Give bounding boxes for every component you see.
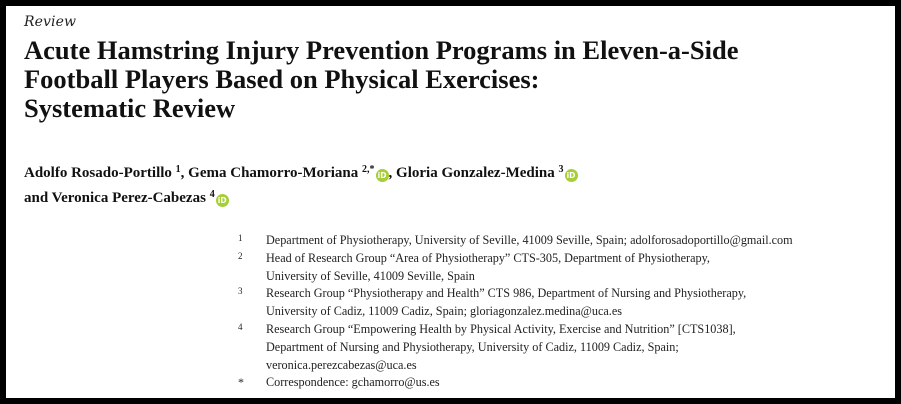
title-line: Acute Hamstring Injury Prevention Programs in Eleven-a-Side <box>24 35 739 65</box>
affiliation-list <box>234 232 884 392</box>
affiliation-text: Head of Research Group “Area of Physiotherapy” CTS-305, Department of Physiotherapy, <box>266 250 710 265</box>
affiliation-text: veronica.perezcabezas@uca.es <box>266 357 417 372</box>
article-title <box>24 36 884 123</box>
title-line: Football Players Based on Physical Exercises: <box>24 64 540 94</box>
orcid-icon[interactable]: iD <box>376 169 389 182</box>
author-line <box>24 159 884 184</box>
title-line: Systematic Review <box>24 93 236 123</box>
affiliation-text: University of Seville, 41009 Seville, Spain <box>266 268 475 283</box>
affiliation-text: Department of Physiotherapy, University of Seville, 41009 Seville, Spain; adolforosadoportillo@gmail.com <box>266 233 793 247</box>
correspondence-item <box>234 374 884 392</box>
affiliation-item <box>234 285 884 321</box>
affiliation-number: 1 <box>238 233 243 243</box>
affiliation-text: Research Group “Empowering Health by Physical Activity, Exercise and Nutrition” [CTS1038], <box>266 321 736 336</box>
affiliation-text: University of Cadiz, 11009 Cadiz, Spain; gloriagonzalez.medina@uca.es <box>266 304 622 319</box>
affiliation-text: Research Group “Physiotherapy and Health” CTS 986, Department of Nursing and Physiotherapy, <box>266 286 747 301</box>
author-name: Adolfo Rosado-Portillo <box>24 165 172 181</box>
affiliation-number: 2 <box>238 250 243 261</box>
author-affiliation-marker: 2,* <box>362 164 375 175</box>
author-separator: , <box>180 165 185 181</box>
author-name: and Veronica Perez-Cabezas <box>24 190 206 206</box>
document-page <box>6 6 895 398</box>
author-list <box>24 159 884 209</box>
author-line <box>24 184 884 209</box>
affiliation-item <box>234 232 884 250</box>
correspondence-marker: * <box>238 375 244 390</box>
orcid-icon[interactable]: iD <box>565 169 578 182</box>
author-affiliation-marker: 4 <box>209 189 215 200</box>
article-type-label: Review <box>24 14 77 30</box>
affiliation-item <box>234 250 884 286</box>
affiliation-text: Department of Nursing and Physiotherapy, University of Cadiz, 11009 Cadiz, Spain; <box>266 339 679 354</box>
affiliation-number: 3 <box>238 286 243 297</box>
author-name: Gema Chamorro-Moriana <box>188 165 359 181</box>
author-separator: , <box>388 165 393 181</box>
author-affiliation-marker: 1 <box>175 164 181 175</box>
author-name: Gloria Gonzalez-Medina <box>396 165 555 181</box>
affiliation-item <box>234 321 884 374</box>
orcid-icon[interactable]: iD <box>216 194 229 207</box>
author-affiliation-marker: 3 <box>558 164 564 175</box>
correspondence-text: Correspondence: gchamorro@us.es <box>266 375 440 390</box>
affiliation-number: 4 <box>238 321 243 332</box>
